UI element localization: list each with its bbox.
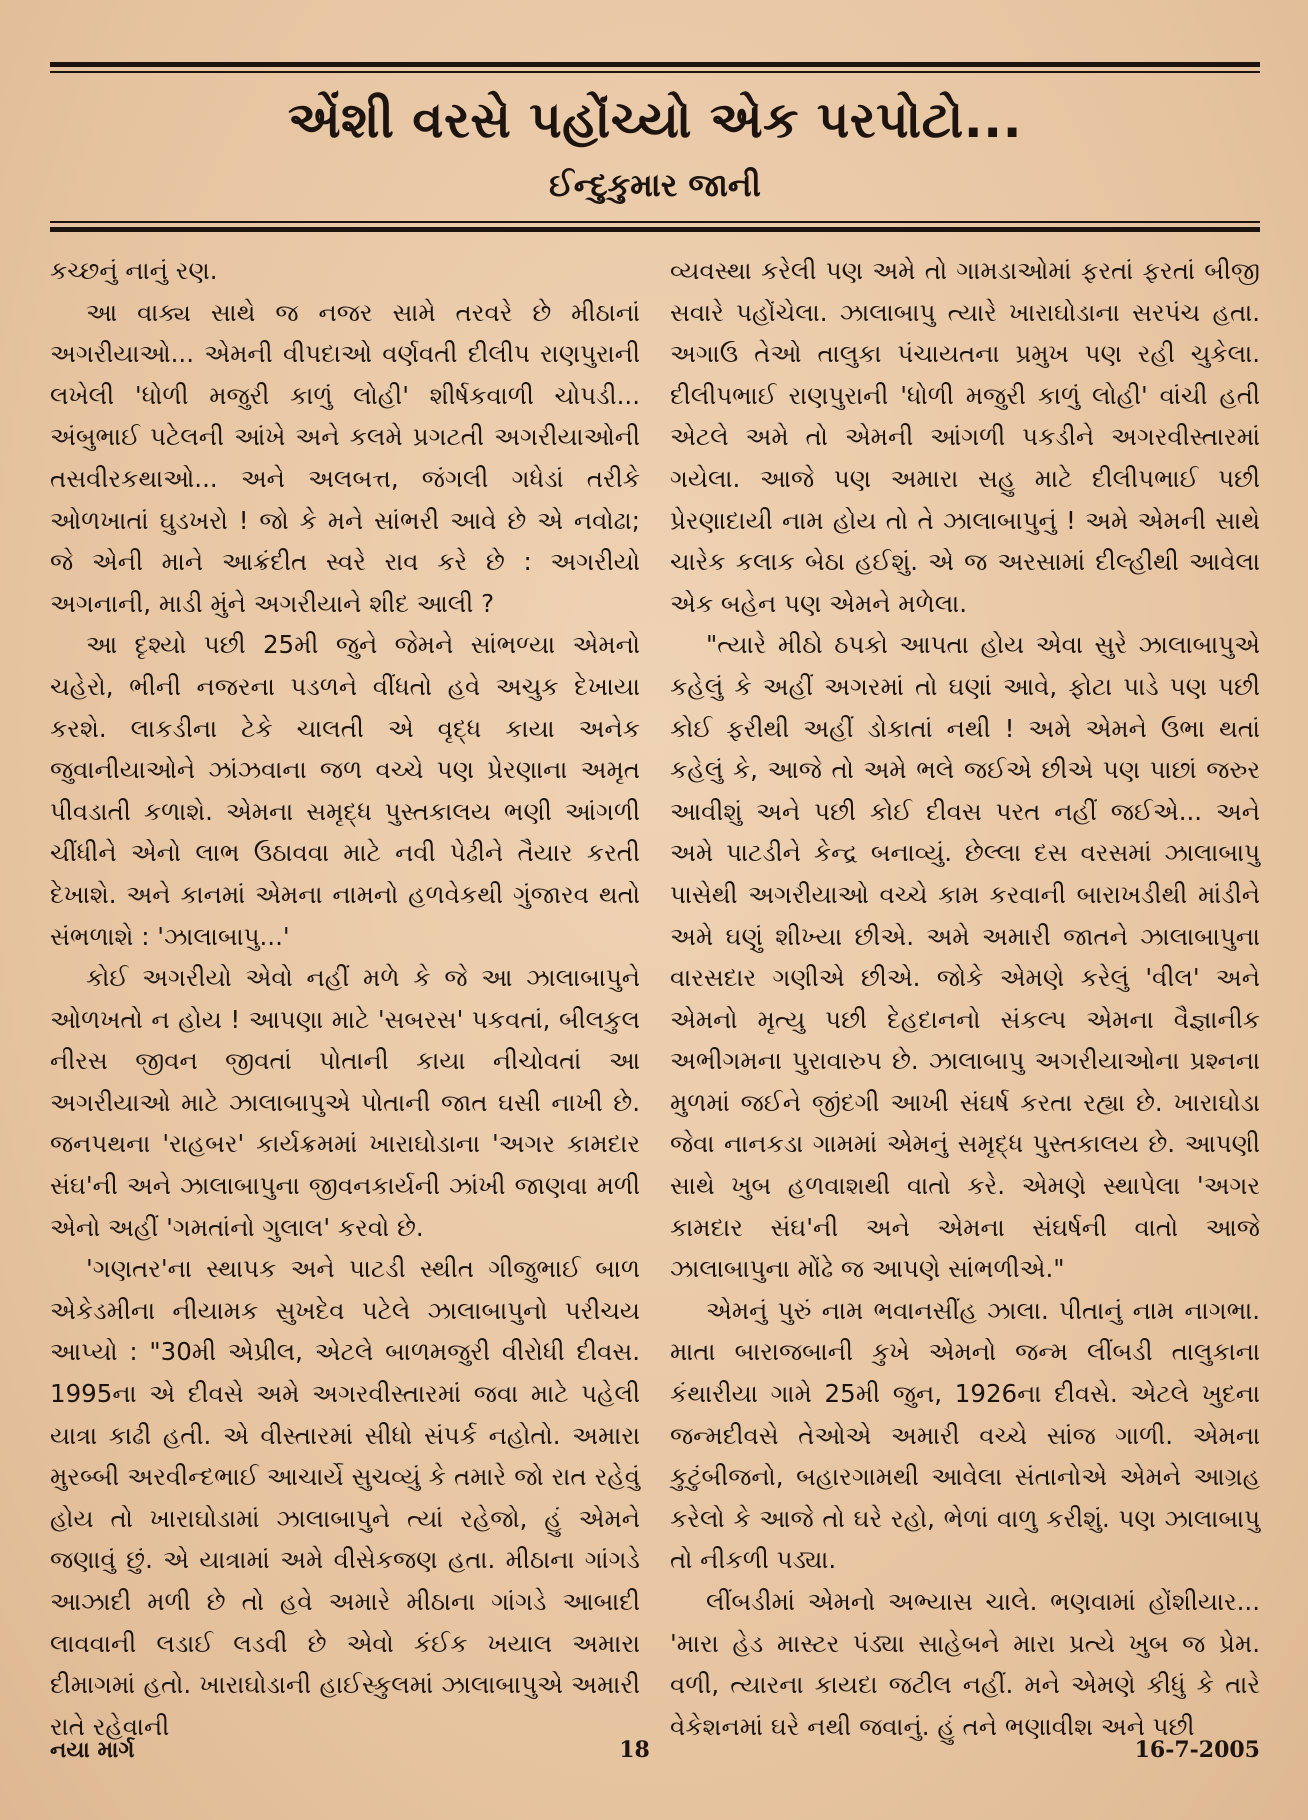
page-number: 18 [619,1737,650,1763]
paragraph: "ત્યારે મીઠો ઠપકો આપતા હોય એવા સુરે ઝાલાબાપુએ કહેલું કે અહીં અગરમાં તો ઘણાં આવે, ફોટા પાડે પણ પછી કોઈ ફરીથી અહીં ડોકાતાં નથી ! અમે એમને ઉભા થતાં કહેલું કે, આજે તો અમે ભલે જઈએ છીએ પણ પાછાં જરુર આવીશું અને પછી કોઈ દીવસ પરત નહીં જઈએ... અને અમે પાટડીને કેન્દ્ર બનાવ્યું. છેલ્લા દસ વરસમાં ઝાલાબાપુ પાસેથી અગરીયાઓ વચ્ચે કામ કરવાની બારાખડીથી માંડીને અમે ઘણું શીખ્યા છીએ. અમે અમારી જાતને ઝાલાબાપુના વારસદાર ગણીએ છીએ. જોકે એમણે કરેલું 'વીલ' અને એમનો મૃત્યુ પછી દેહદાનનો સંકલ્પ એમના વૈજ્ઞાનીક અભીગમના પુરાવારુપ છે. ઝાલાબાપુ અગરીયાઓના પ્રશ્નના મુળમાં જઈને જીંદગી આખી સંઘર્ષ કરતા રહ્યા છે. ખારાઘોડા જેવા નાનકડા ગામમાં એમનું સમૃદ્ધ પુસ્તકાલય છે. આપણી સાથે ખુબ હળવાશથી વાતો કરે. એમણે સ્થાપેલા 'અગર કામદાર સંઘ'ની અને એમના સંઘર્ષની વાતો આજે ઝાલાબાપુના મોંઢે જ આપણે સાંભળીએ." [670,630,1260,1284]
article-author: ઈન્દુકુમાર જાની [549,166,761,204]
right-column [670,250,1260,1741]
paragraph: એમનું પુરું નામ ભવાનસીંહ ઝાલા. પીતાનું નામ નાગભા. માતા બારાજબાની કુખે એમનો જન્મ લીંબડી તાલુકાના કંથારીયા ગામે 25મી જુન, 1926ના દીવસે. એટલે ખુદના જન્મદીવસે તેઓએ અમારી વચ્ચે સાંજ ગાળી. એમના કુટુંબીજનો, બહારગામથી આવેલા સંતાનોએ એમને આગ્રહ કરેલો કે આજે તો ઘરે રહો, ભેળાં વાળુ કરીશું. પણ ઝાલાબાપુ તો નીકળી પડ્યા. [670,1295,1260,1575]
paragraph: વ્યવસ્થા કરેલી પણ અમે તો ગામડાઓમાં ફરતાં ફરતાં બીજી સવારે પહોંચેલા. ઝાલાબાપુ ત્યારે ખારાઘોડાના સરપંચ હતા. અગાઉ તેઓ તાલુકા પંચાયતના પ્રમુખ પણ રહી ચુકેલા. દીલીપભાઈ રાણપુરાની 'ધોળી મજુરી કાળું લોહી' વાંચી હતી એટલે અમે તો એમની આંગળી પકડીને અગરવીસ્તારમાં ગયેલા. આજે પણ અમારા સહુ માટે દીલીપભાઈ પછી પ્રેરણાદાયી નામ હોય તો તે ઝાલાબાપુનું ! અમે એમની સાથે ચારેક કલાક બેઠા હઈશું. એ જ અરસામાં દીલ્હીથી આવેલા એક બહેન પણ એમને મળેલા. [670,256,1260,618]
header-bottom-thin-rule [50,221,1260,223]
paragraph: 'ગણતર'ના સ્થાપક અને પાટડી સ્થીત ગીજુભાઈ બાળ એકેડમીના નીયામક સુખદેવ પટેલે ઝાલાબાપુનો પરીચય આપ્યો : "30મી એપ્રીલ, એટલે બાળમજુરી વીરોધી દીવસ. 1995ના એ દીવસે અમે અગરવીસ્તારમાં જવા માટે પહેલી યાત્રા કાઢી હતી. એ વીસ્તારમાં સીધો સંપર્ક નહોતો. અમારા મુરબ્બી અરવીન્દભાઈ આચાર્યે સુચવ્યું કે તમારે જો રાત રહેવું હોય તો ખારાઘોડામાં ઝાલાબાપુને ત્યાં રહેજો, હું એમને જણાવું છું. એ યાત્રામાં અમે વીસેકજણ હતા. મીઠાના ગાંગડે આઝાદી મળી છે તો હવે અમારે મીઠાના ગાંગડે આબાદી લાવવાની લડાઈ લડવી છે એવો કંઈક ખયાલ અમારા દીમાગમાં હતો. ખારાઘોડાની હાઈસ્કુલમાં ઝાલાબાપુએ અમારી રાતે રહેવાની [50,1254,640,1741]
paragraph: આ વાક્ય સાથે જ નજર સામે તરવરે છે મીઠાનાં અગરીયાઓ... એમની વીપદાઓ વર્ણવતી દીલીપ રાણપુરાની લખેલી 'ધોળી મજુરી કાળું લોહી' શીર્ષકવાળી ચોપડી... અંબુભાઈ પટેલની આંખે અને કલમે પ્રગટતી અગરીયાઓની તસવીરકથાઓ... અને અલબત્ત, જંગલી ગધેડાં તરીકે ઓળખાતાં ઘુડખરો ! જો કે મને સાંભરી આવે છે એ નવોઢા; જે એની માને આક્રંદીત સ્વરે રાવ કરે છે : અગરીયો અગનાની, માડી મુંને અગરીયાને શીદ આલી ? [50,297,640,618]
publication-name: નયા માર્ગ [50,1737,135,1763]
article-title: એંશી વરસે પહોંચ્યો એક પરપોટો... [287,91,1023,149]
issue-date: 16-7-2005 [1134,1737,1260,1763]
header-bottom-rule [50,227,1260,232]
header-top-rule [50,62,1260,67]
paragraph: કોઈ અગરીયો એવો નહીં મળે કે જે આ ઝાલાબાપુને ઓળખતો ન હોય ! આપણા માટે 'સબરસ' પકવતાં, બીલકુલ નીરસ જીવન જીવતાં પોતાની કાયા નીચોવતાં આ અગરીયાઓ માટે ઝાલાબાપુએ પોતાની જાત ઘસી નાખી છે. જનપથના 'રાહબર' કાર્યક્રમમાં ખારાઘોડાના 'અગર કામદાર સંઘ'ની અને ઝાલાબાપુના જીવનકાર્યની ઝાંખી જાણવા મળી એનો અહીં 'ગમતાંનો ગુલાલ' કરવો છે. [50,963,640,1242]
paragraph: કચ્છનું નાનું રણ. [50,256,218,285]
magazine-page [50,62,1260,1772]
left-column [50,250,640,1741]
paragraph: આ દૃશ્યો પછી 25મી જુને જેમને સાંભળ્યા એમનો ચહેરો, ભીની નજરના પડળને વીંધતો હવે અચુક દેખાયા કરશે. લાકડીના ટેકે ચાલતી એ વૃદ્ધ કાયા અનેક જુવાનીયાઓને ઝાંઝવાના જળ વચ્ચે પણ પ્રેરણાના અમૃત પીવડાતી કળાશે. એમના સમૃદ્ધ પુસ્તકાલય ભણી આંગળી ચીંધીને એનો લાભ ઉઠાવવા માટે નવી પેઢીને તૈયાર કરતી દેખાશે. અને કાનમાં એમના નામનો હળવેકથી ગુંજારવ થતો સંભળાશે : 'ઝાલાબાપુ...' [50,630,640,951]
paragraph: લીંબડીમાં એમનો અભ્યાસ ચાલે. ભણવામાં હોંશીયાર... 'મારા હેડ માસ્ટર પંડ્યા સાહેબને મારા પ્રત્યે ખુબ જ પ્રેમ. વળી, ત્યારના કાયદા જટીલ નહીં. મને એમણે કીધું કે તારે વેકેશનમાં ઘરે નથી જવાનું. હું તને ભણાવીશ અને પછી [670,1587,1260,1741]
header-top-thin-rule [50,71,1260,73]
article-body [50,250,1260,1741]
page-footer [50,1737,1260,1763]
